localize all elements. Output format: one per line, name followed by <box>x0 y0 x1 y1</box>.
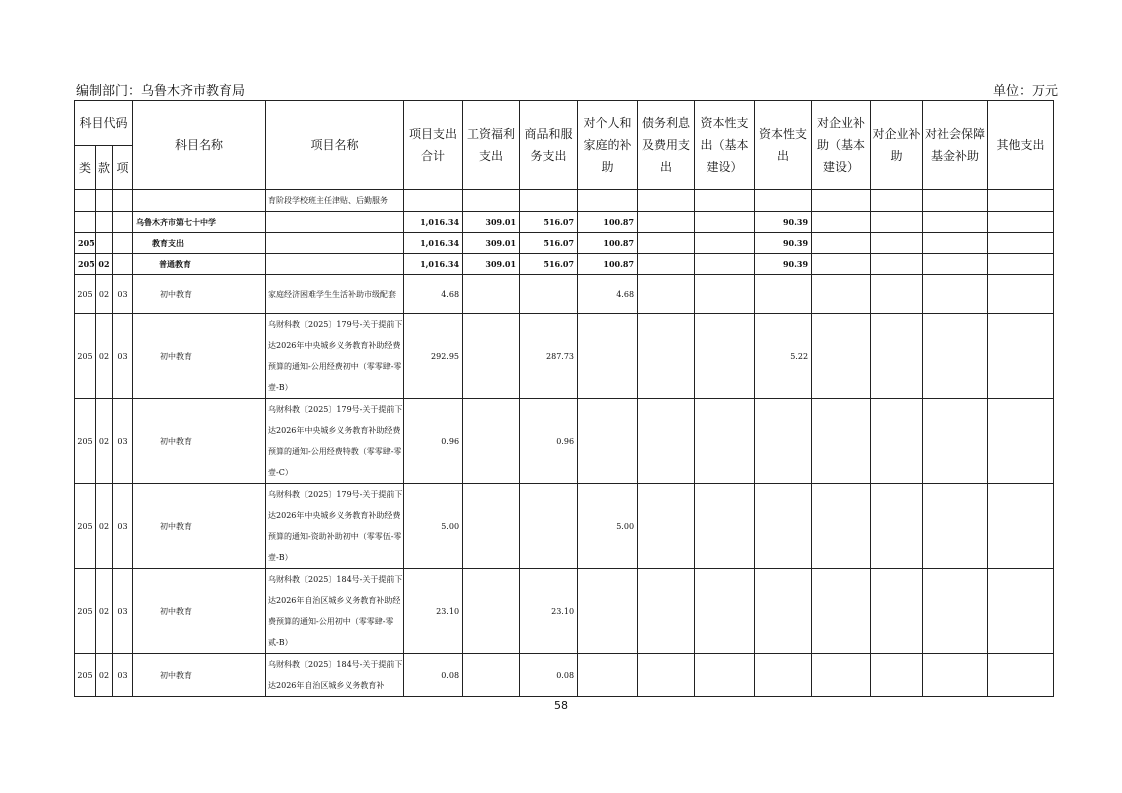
project-cell <box>266 233 404 254</box>
subject-name-header: 科目名称 <box>133 101 266 190</box>
table-row <box>75 275 1054 314</box>
enterprise-basic-cell <box>812 212 871 233</box>
subject-cell: 普通教育 <box>133 254 266 275</box>
social-fund-cell <box>923 484 988 569</box>
xiang-cell: 03 <box>113 399 133 484</box>
capital-basic-header: 资本性支出（基本建设） <box>695 101 755 190</box>
subject-cell: 乌鲁木齐市第七十中学 <box>133 212 266 233</box>
xiang-cell: 03 <box>113 314 133 399</box>
other-cell <box>988 569 1054 654</box>
total-cell: 1,016.34 <box>404 254 463 275</box>
total-header: 项目支出合计 <box>404 101 463 190</box>
goods-cell <box>520 275 578 314</box>
salary-header: 工资福利支出 <box>463 101 520 190</box>
enterprise-cell <box>871 569 923 654</box>
salary-cell <box>463 484 520 569</box>
enterprise-cell <box>871 314 923 399</box>
capital-cell <box>755 569 812 654</box>
debt-cell <box>638 569 695 654</box>
code-group-header: 科目代码 <box>75 101 133 146</box>
lei-cell: 205 <box>75 254 96 275</box>
table-row <box>75 233 1054 254</box>
goods-cell: 516.07 <box>520 233 578 254</box>
kuan-cell <box>96 212 113 233</box>
personal-cell <box>578 190 638 212</box>
kuan-cell: 02 <box>96 399 113 484</box>
kuan-cell: 02 <box>96 254 113 275</box>
personal-cell <box>578 654 638 697</box>
lei-cell <box>75 190 96 212</box>
enterprise-basic-cell <box>812 654 871 697</box>
salary-cell <box>463 399 520 484</box>
debt-cell <box>638 233 695 254</box>
project-cell: 乌财科教〔2025〕179号-关于提前下达2026年中央城乡义务教育补助经费预算的通知-资助补助初中（零零伍-零壹-B） <box>266 484 404 569</box>
debt-header: 债务利息及费用支出 <box>638 101 695 190</box>
total-cell: 292.95 <box>404 314 463 399</box>
debt-cell <box>638 314 695 399</box>
lei-cell: 205 <box>75 484 96 569</box>
debt-cell <box>638 275 695 314</box>
capital-basic-cell <box>695 569 755 654</box>
kuan-cell: 02 <box>96 314 113 399</box>
capital-basic-cell <box>695 212 755 233</box>
capital-basic-cell <box>695 275 755 314</box>
capital-basic-cell <box>695 233 755 254</box>
goods-cell: 516.07 <box>520 254 578 275</box>
enterprise-cell <box>871 399 923 484</box>
xiang-header: 项 <box>113 146 133 190</box>
social-fund-header: 对社会保障基金补助 <box>923 101 988 190</box>
total-cell: 5.00 <box>404 484 463 569</box>
goods-cell: 516.07 <box>520 212 578 233</box>
subject-cell <box>133 190 266 212</box>
kuan-cell: 02 <box>96 569 113 654</box>
enterprise-cell <box>871 275 923 314</box>
project-name-header: 项目名称 <box>266 101 404 190</box>
debt-cell <box>638 212 695 233</box>
kuan-cell: 02 <box>96 654 113 697</box>
lei-cell <box>75 212 96 233</box>
xiang-cell: 03 <box>113 275 133 314</box>
capital-cell <box>755 275 812 314</box>
capital-cell <box>755 654 812 697</box>
subject-cell: 初中教育 <box>133 314 266 399</box>
dept-label: 编制部门：乌鲁木齐市教育局 <box>76 84 246 99</box>
unit-label: 单位：万元 <box>993 84 1059 99</box>
budget-table <box>74 100 1054 697</box>
enterprise-basic-cell <box>812 484 871 569</box>
other-header: 其他支出 <box>988 101 1054 190</box>
goods-cell: 0.96 <box>520 399 578 484</box>
total-cell: 0.96 <box>404 399 463 484</box>
xiang-cell <box>113 254 133 275</box>
enterprise-cell <box>871 212 923 233</box>
other-cell <box>988 275 1054 314</box>
social-fund-cell <box>923 314 988 399</box>
salary-cell <box>463 314 520 399</box>
project-cell: 乌财科教〔2025〕184号-关于提前下达2026年自治区城乡义务教育补 <box>266 654 404 697</box>
debt-cell <box>638 254 695 275</box>
capital-cell <box>755 190 812 212</box>
total-cell: 0.08 <box>404 654 463 697</box>
lei-cell: 205 <box>75 654 96 697</box>
personal-cell: 4.68 <box>578 275 638 314</box>
salary-cell <box>463 654 520 697</box>
capital-cell: 5.22 <box>755 314 812 399</box>
goods-cell: 23.10 <box>520 569 578 654</box>
capital-cell <box>755 484 812 569</box>
subject-cell: 初中教育 <box>133 399 266 484</box>
project-cell: 乌财科教〔2025〕179号-关于提前下达2026年中央城乡义务教育补助经费预算的通知-公用经费初中（零零肆-零壹-B） <box>266 314 404 399</box>
salary-cell <box>463 190 520 212</box>
capital-cell <box>755 399 812 484</box>
social-fund-cell <box>923 654 988 697</box>
lei-cell: 205 <box>75 233 96 254</box>
personal-cell: 100.87 <box>578 233 638 254</box>
other-cell <box>988 190 1054 212</box>
social-fund-cell <box>923 399 988 484</box>
page-number: 58 <box>554 699 568 712</box>
project-cell: 家庭经济困难学生生活补助市级配套 <box>266 275 404 314</box>
total-cell: 1,016.34 <box>404 212 463 233</box>
subject-cell: 初中教育 <box>133 484 266 569</box>
social-fund-cell <box>923 190 988 212</box>
enterprise-cell <box>871 190 923 212</box>
project-cell: 乌财科教〔2025〕179号-关于提前下达2026年中央城乡义务教育补助经费预算的通知-公用经费特教（零零肆-零壹-C） <box>266 399 404 484</box>
kuan-cell: 02 <box>96 484 113 569</box>
enterprise-basic-cell <box>812 233 871 254</box>
personal-cell <box>578 399 638 484</box>
other-cell <box>988 654 1054 697</box>
xiang-cell: 03 <box>113 654 133 697</box>
debt-cell <box>638 484 695 569</box>
salary-cell: 309.01 <box>463 233 520 254</box>
personal-cell <box>578 314 638 399</box>
enterprise-cell <box>871 254 923 275</box>
enterprise-basic-cell <box>812 190 871 212</box>
goods-cell: 0.08 <box>520 654 578 697</box>
project-cell: 乌财科教〔2025〕184号-关于提前下达2026年自治区城乡义务教育补助经费预算的通知-公用初中（零零肆-零贰-B） <box>266 569 404 654</box>
personal-cell <box>578 569 638 654</box>
enterprise-basic-cell <box>812 314 871 399</box>
table-row <box>75 314 1054 399</box>
total-cell <box>404 190 463 212</box>
lei-cell: 205 <box>75 569 96 654</box>
kuan-cell <box>96 190 113 212</box>
xiang-cell <box>113 190 133 212</box>
kuan-header: 款 <box>96 146 113 190</box>
capital-basic-cell <box>695 254 755 275</box>
capital-basic-cell <box>695 654 755 697</box>
table-row <box>75 569 1054 654</box>
table-row <box>75 654 1054 697</box>
debt-cell <box>638 190 695 212</box>
enterprise-cell <box>871 233 923 254</box>
other-cell <box>988 314 1054 399</box>
table-row <box>75 399 1054 484</box>
project-cell: 育阶段学校班主任津贴、后勤服务 <box>266 190 404 212</box>
other-cell <box>988 233 1054 254</box>
xiang-cell: 03 <box>113 484 133 569</box>
salary-cell <box>463 569 520 654</box>
goods-cell: 287.73 <box>520 314 578 399</box>
total-cell: 23.10 <box>404 569 463 654</box>
salary-cell: 309.01 <box>463 212 520 233</box>
xiang-cell: 03 <box>113 569 133 654</box>
social-fund-cell <box>923 254 988 275</box>
personal-header: 对个人和家庭的补助 <box>578 101 638 190</box>
table-row <box>75 212 1054 233</box>
enterprise-cell <box>871 654 923 697</box>
table-row <box>75 484 1054 569</box>
capital-basic-cell <box>695 399 755 484</box>
xiang-cell <box>113 212 133 233</box>
subject-cell: 教育支出 <box>133 233 266 254</box>
project-cell <box>266 212 404 233</box>
table-row <box>75 254 1054 275</box>
enterprise-cell <box>871 484 923 569</box>
enterprise-basic-cell <box>812 275 871 314</box>
debt-cell <box>638 654 695 697</box>
capital-basic-cell <box>695 314 755 399</box>
social-fund-cell <box>923 275 988 314</box>
project-cell <box>266 254 404 275</box>
social-fund-cell <box>923 233 988 254</box>
subject-cell: 初中教育 <box>133 654 266 697</box>
capital-basic-cell <box>695 484 755 569</box>
social-fund-cell <box>923 569 988 654</box>
kuan-cell <box>96 233 113 254</box>
capital-header: 资本性支出 <box>755 101 812 190</box>
capital-basic-cell <box>695 190 755 212</box>
subject-cell: 初中教育 <box>133 569 266 654</box>
other-cell <box>988 254 1054 275</box>
goods-cell <box>520 484 578 569</box>
kuan-cell: 02 <box>96 275 113 314</box>
personal-cell: 100.87 <box>578 212 638 233</box>
social-fund-cell <box>923 212 988 233</box>
capital-cell: 90.39 <box>755 233 812 254</box>
capital-cell: 90.39 <box>755 254 812 275</box>
enterprise-basic-cell <box>812 569 871 654</box>
personal-cell: 100.87 <box>578 254 638 275</box>
total-cell: 1,016.34 <box>404 233 463 254</box>
enterprise-basic-header: 对企业补助（基本建设） <box>812 101 871 190</box>
salary-cell <box>463 275 520 314</box>
other-cell <box>988 212 1054 233</box>
other-cell <box>988 399 1054 484</box>
lei-header: 类 <box>75 146 96 190</box>
salary-cell: 309.01 <box>463 254 520 275</box>
total-cell: 4.68 <box>404 275 463 314</box>
subject-cell: 初中教育 <box>133 275 266 314</box>
other-cell <box>988 484 1054 569</box>
goods-cell <box>520 190 578 212</box>
xiang-cell <box>113 233 133 254</box>
enterprise-basic-cell <box>812 254 871 275</box>
personal-cell: 5.00 <box>578 484 638 569</box>
lei-cell: 205 <box>75 314 96 399</box>
enterprise-basic-cell <box>812 399 871 484</box>
goods-header: 商品和服务支出 <box>520 101 578 190</box>
debt-cell <box>638 399 695 484</box>
table-row <box>75 190 1054 212</box>
enterprise-header: 对企业补助 <box>871 101 923 190</box>
capital-cell: 90.39 <box>755 212 812 233</box>
lei-cell: 205 <box>75 399 96 484</box>
lei-cell: 205 <box>75 275 96 314</box>
